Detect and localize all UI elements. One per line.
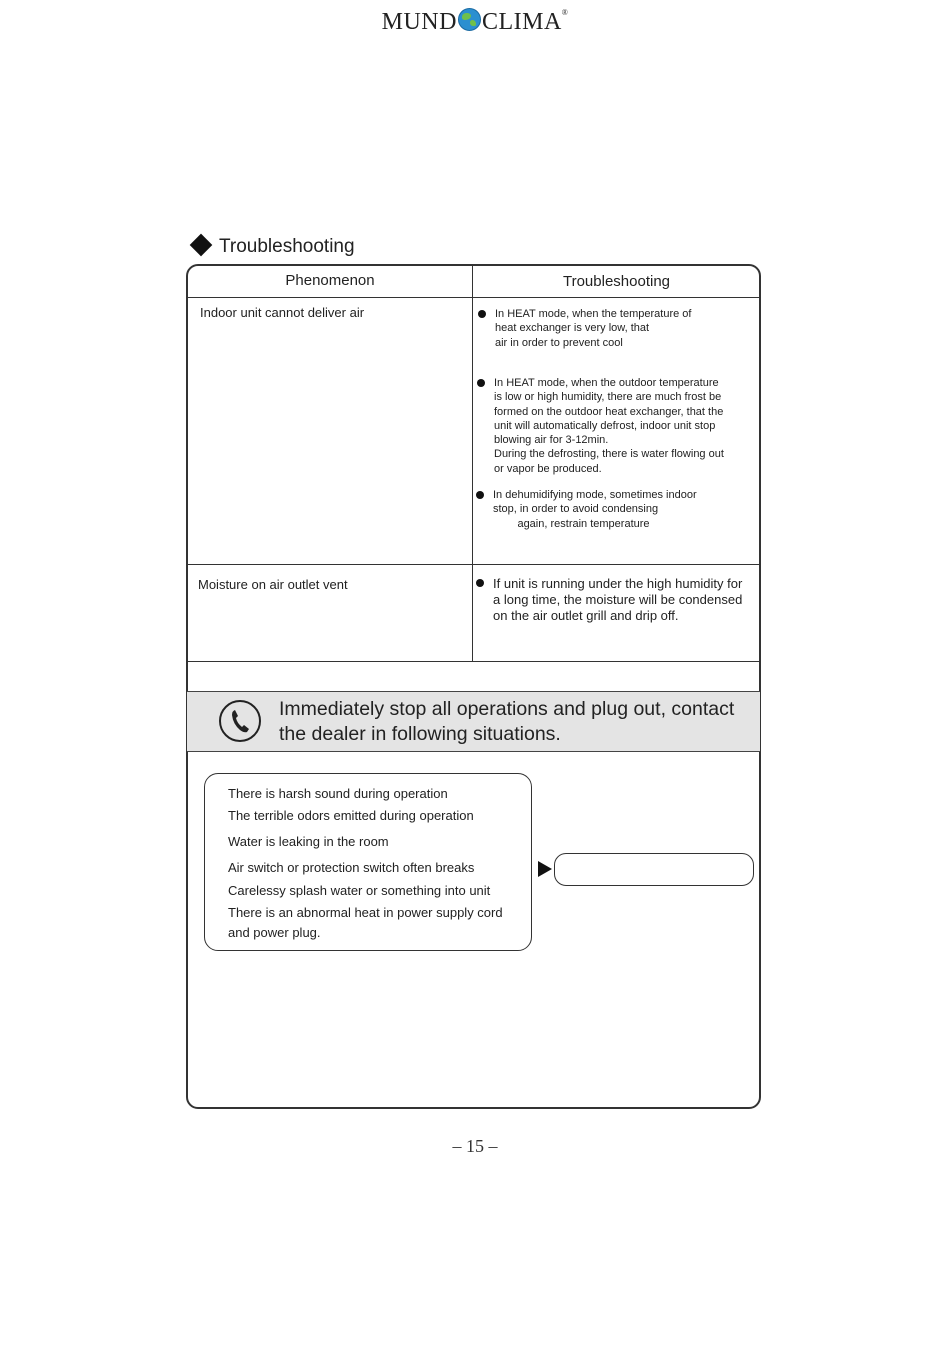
troubleshooting-item-text: If unit is running under the high humidity for a long time, the moisture will be condensed on the air outlet grill and drip off.	[493, 576, 743, 623]
column-header-troubleshooting: Troubleshooting	[562, 273, 670, 290]
bullet-dot-icon	[476, 491, 484, 499]
bullet-dot-icon	[478, 310, 486, 318]
contact-dealer-box	[554, 853, 754, 886]
logo-text-left: MUND	[381, 9, 457, 35]
situation-item: Carelessy splash water or something into unit	[228, 883, 491, 898]
troubleshooting-item-text: In HEAT mode, when the temperature of heat exchanger is very low, that air in order to prevent cool	[495, 308, 692, 349]
page-number: – 15 –	[452, 1136, 498, 1156]
brand-logo	[0, 8, 950, 36]
troubleshooting-item-text: In dehumidifying mode, sometimes indoor stop, in order to avoid condensing again, restrain temperature	[493, 489, 697, 530]
column-header-phenomenon: Phenomenon	[285, 272, 375, 289]
table-header-divider	[187, 297, 760, 298]
globe-icon	[458, 8, 481, 31]
situation-item: Water is leaking in the room	[228, 834, 389, 849]
bullet-dot-icon	[476, 579, 484, 587]
section-title-text: Troubleshooting	[219, 236, 355, 257]
troubleshooting-item-text: In HEAT mode, when the outdoor temperature is low or high humidity, there are much frost be formed on the outdoor heat exchanger, that the unit will automatically defrost, indoor unit stop blowing air for 3-12min. During the defrosting, there is water flowing out or vapor be produced.	[494, 377, 724, 475]
registered-mark: ®	[561, 8, 569, 17]
phenomenon-cell: Indoor unit cannot deliver air	[200, 305, 365, 320]
table-column-divider	[472, 265, 473, 661]
phenomenon-cell: Moisture on air outlet vent	[198, 577, 348, 592]
situation-item: There is an abnormal heat in power supply cord	[228, 905, 503, 920]
situation-item: There is harsh sound during operation	[228, 786, 448, 801]
section-title	[189, 236, 355, 258]
warning-text: Immediately stop all operations and plug out, contact the dealer in following situations.	[279, 698, 735, 745]
arrow-right-icon	[538, 861, 552, 877]
table-row-divider	[187, 564, 760, 565]
situation-item: The terrible odors emitted during operation	[228, 808, 474, 823]
bullet-dot-icon	[477, 379, 485, 387]
diamond-bullet-icon	[190, 234, 213, 257]
phone-icon	[219, 700, 261, 742]
situation-item: Air switch or protection switch often breaks	[228, 860, 475, 875]
table-bottom-divider	[187, 661, 760, 662]
situation-item: and power plug.	[228, 925, 321, 940]
logo-text-right: CLIMA	[481, 9, 562, 35]
